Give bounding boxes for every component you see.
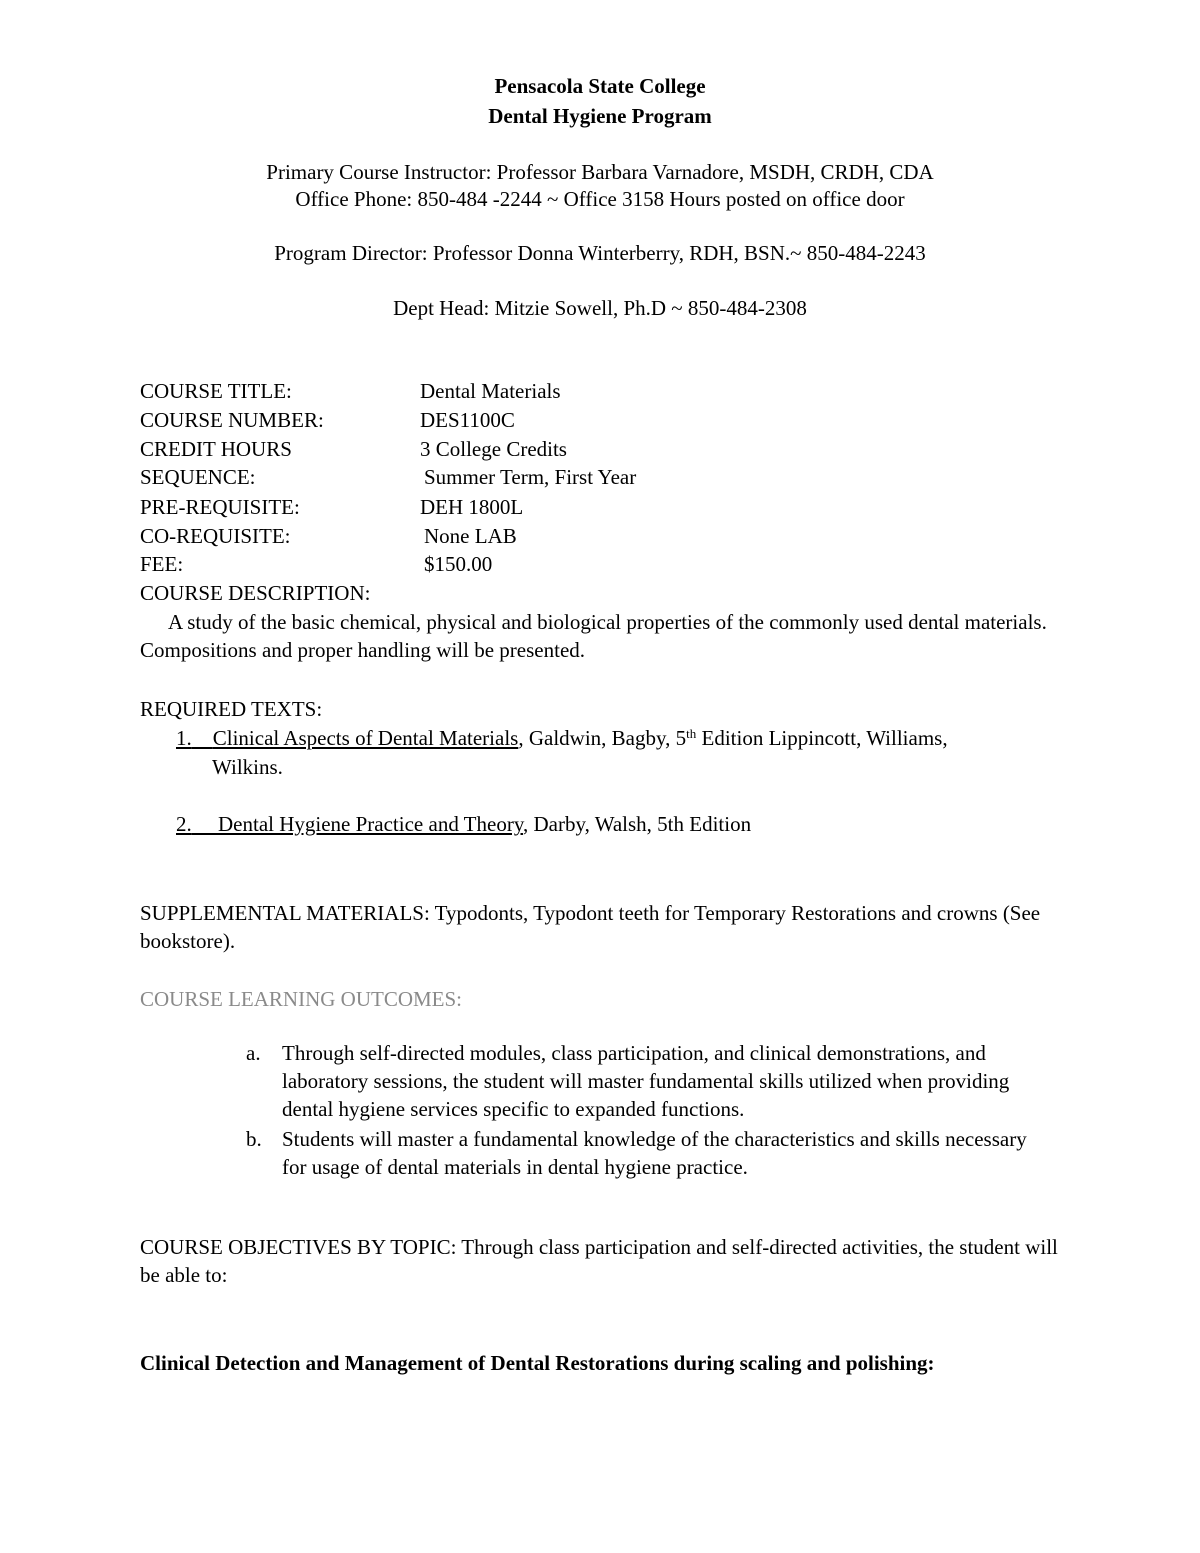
director-line: Program Director: Professor Donna Winterberry, RDH, BSN.~ 850-484-2243: [274, 241, 926, 265]
required-text-2: [176, 810, 751, 838]
fee-label: FEE:: [140, 552, 184, 576]
sequence-value: Summer Term, First Year: [424, 465, 637, 489]
description-text: A study of the basic chemical, physical and biological properties of the commonly used dental materials. Compositions and proper handling will be presented.: [140, 610, 1047, 662]
corequisite-label: CO-REQUISITE:: [140, 524, 291, 548]
outcome-b-text: Students will master a fundamental knowledge of the characteristics and skills necessary for usage of dental materials in dental hygiene practice.: [282, 1127, 1027, 1179]
course-title-label: COURSE TITLE:: [140, 379, 292, 403]
credit-hours-label: CREDIT HOURS: [140, 437, 292, 461]
course-title-value: Dental Materials: [420, 379, 561, 403]
required-text-2-number: 2.: [176, 812, 192, 836]
required-text-1-authors: , Galdwin, Bagby, 5: [518, 726, 687, 750]
section-heading: Clinical Detection and Management of Dental Restorations during scaling and polishing:: [140, 1351, 935, 1375]
prerequisite-value: DEH 1800L: [420, 495, 524, 519]
required-text-1-publisher: Edition Lippincott, Williams,: [696, 726, 948, 750]
outcome-a-text: Through self-directed modules, class participation, and clinical demonstrations, and laboratory sessions, the student will master fundamental skills utilized when providing dental hygiene services specific to expanded functions.: [282, 1041, 1010, 1121]
sequence-label: SEQUENCE:: [140, 465, 256, 489]
course-number-label: COURSE NUMBER:: [140, 408, 324, 432]
fee-value: $150.00: [424, 552, 493, 576]
required-texts-heading: REQUIRED TEXTS:: [140, 697, 323, 721]
description-heading: COURSE DESCRIPTION:: [140, 581, 371, 605]
prerequisite-label: PRE-REQUISITE:: [140, 495, 300, 519]
outcome-b-marker: b.: [246, 1127, 262, 1151]
corequisite-value: None LAB: [424, 524, 517, 548]
learning-outcomes-heading: COURSE LEARNING OUTCOMES:: [140, 987, 463, 1011]
dept-head-line: Dept Head: Mitzie Sowell, Ph.D ~ 850-484-2308: [393, 296, 807, 320]
required-text-1-title: Clinical Aspects of Dental Materials: [212, 726, 519, 750]
credit-hours-value: 3 College Credits: [420, 437, 567, 461]
instructor-line: Primary Course Instructor: Professor Barbara Varnadore, MSDH, CRDH, CDA: [266, 160, 934, 184]
program-name: Dental Hygiene Program: [488, 104, 712, 128]
required-text-1-number: 1.: [176, 726, 192, 750]
outcome-a-marker: a.: [246, 1041, 261, 1065]
college-name: Pensacola State College: [494, 74, 706, 98]
office-line: Office Phone: 850-484 -2244 ~ Office 3158 Hours posted on office door: [295, 187, 905, 211]
required-text-2-title: Dental Hygiene Practice and Theory: [218, 812, 523, 836]
course-objectives: COURSE OBJECTIVES BY TOPIC: Through class participation and self-directed activities, the student will be able to:: [140, 1235, 1058, 1287]
required-text-1-sup: th: [686, 726, 697, 741]
supplemental-materials: SUPPLEMENTAL MATERIALS: Typodonts, Typodont teeth for Temporary Restorations and crowns (See bookstore).: [140, 901, 1041, 953]
required-text-1-continued: Wilkins.: [212, 755, 283, 779]
course-number-value: DES1100C: [420, 408, 515, 432]
required-text-1: [176, 724, 948, 752]
required-text-2-rest: , Darby, Walsh, 5th Edition: [522, 812, 752, 836]
